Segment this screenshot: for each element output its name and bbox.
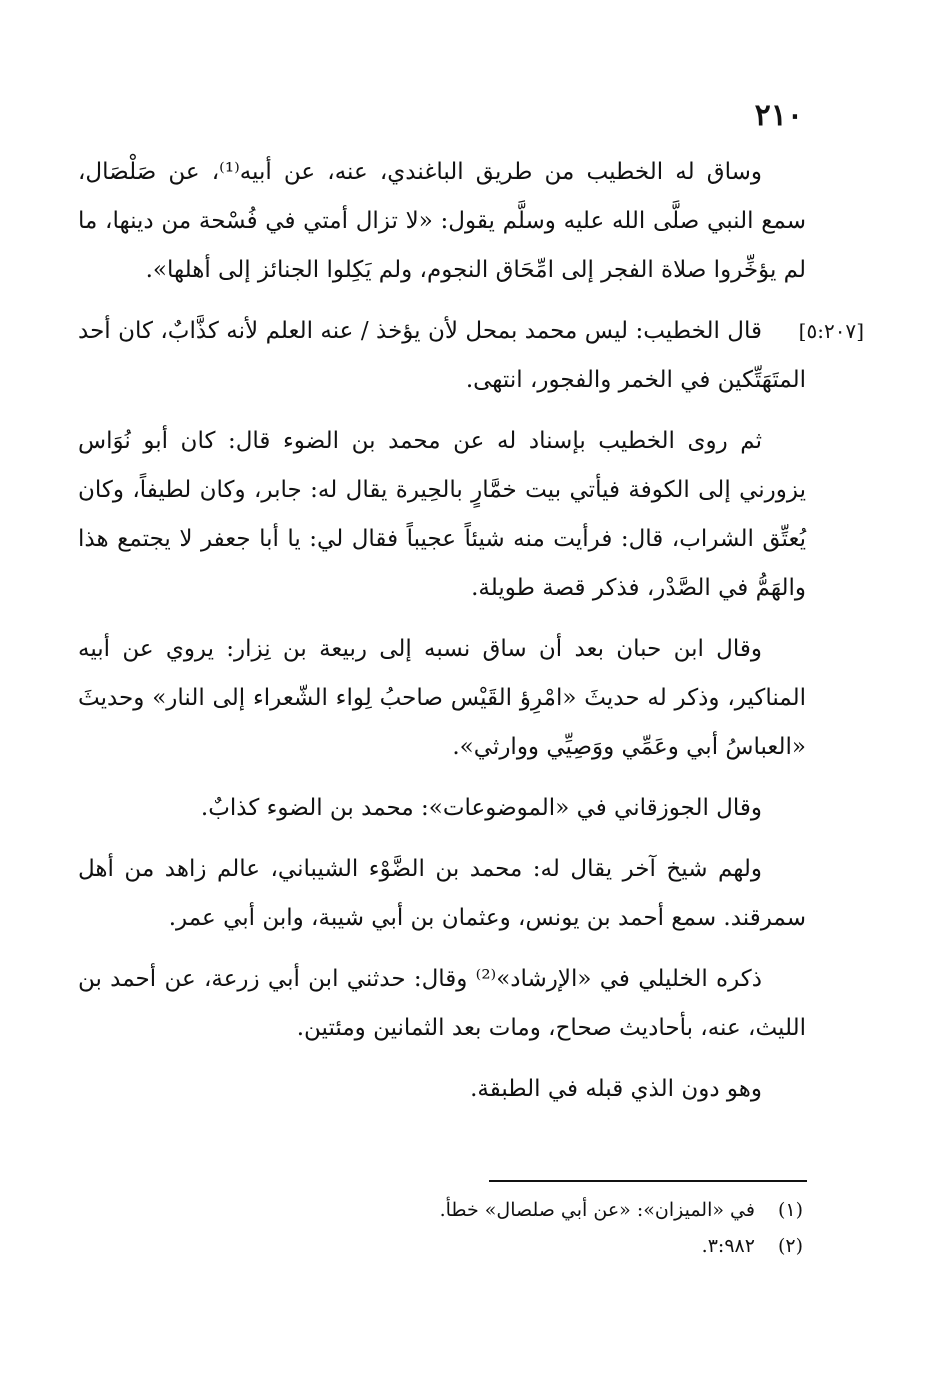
footnotes xyxy=(203,1192,803,1264)
paragraph-7: ذكره الخليلي في «الإرشاد»⁽²⁾ وقال: حدثني ابن أبي زرعة، عن أحمد بن الليث، عنه، بأحاديث صحاح، ومات بعد الثمانين ومئتين. xyxy=(78,966,806,1041)
footnote-text: ٣:٩٨٢. xyxy=(701,1235,755,1257)
paragraph-3: ثم روى الخطيب بإسناد له عن محمد بن الضوء قال: كان أبو نُوَاس يزورني إلى الكوفة فيأتي بيت خمَّارٍ بالحِيرة يقال له: جابر، وكان لطيفاً، وكان يُعتِّق الشراب، قال: فرأيت منه شيئاً عجيباً فقال لي: يا أبا جعفر لا يجتمع هذا والهَمُّ في الصَّدْر، فذكر قصة طويلة. xyxy=(78,428,806,601)
paragraph-1: وساق له الخطيب من طريق الباغندي، عنه، عن أبيه⁽¹⁾، عن صَلْصَال، سمع النبي صلَّى الله عليه وسلَّم يقول: «لا تزال أمتي في فُسْحة من دينها، ما لم يؤخِّروا صلاة الفجر إلى امِّحَاق النجوم، ولم يَكِلوا الجنائز إلى أهلها». xyxy=(78,159,806,283)
paragraph-8: وهو دون الذي قبله في الطبقة. xyxy=(470,1076,762,1102)
main-text xyxy=(78,148,864,1114)
footnote-number: (١) xyxy=(777,1199,803,1221)
footnote-2 xyxy=(203,1228,803,1264)
paragraph-4: وقال ابن حبان بعد أن ساق نسبه إلى ربيعة بن نِزار: يروي عن أبيه المناكير، وذكر له حديثَ «امْرِؤ القَيْس صاحبُ لِواء الشّعراء إلى النار» وحديثَ «العباسُ أبي وعَمِّي ووَصِيِّي ووارثي». xyxy=(78,636,806,760)
paragraph-2: قال الخطيب: ليس محمد بمحل لأن يؤخذ / عنه العلم لأنه كذَّابٌ، كان أحد المتَهَتِّكين في الخمر والفجور، انتهى. xyxy=(78,318,806,393)
footnote-divider xyxy=(489,1180,807,1182)
paragraph-2-block xyxy=(78,307,864,405)
footnote-text: في «الميزان»: «عن أبي صلصال» خطأ. xyxy=(439,1199,755,1221)
paragraph-6: ولهم شيخ آخر يقال له: محمد بن الضَّوْء الشيباني، عالم زاهد من أهل سمرقند. سمع أحمد بن يونس، وعثمان بن أبي شيبة، وابن أبي عمر. xyxy=(78,856,806,931)
page-number: ٢١٠ xyxy=(754,98,803,133)
footnote-number: (٢) xyxy=(777,1235,803,1257)
paragraph-5: وقال الجوزقاني في «الموضوعات»: محمد بن الضوء كذابٌ. xyxy=(200,795,762,821)
footnote-1 xyxy=(203,1192,803,1228)
edition-reference-marker: [٥:٢٠٧] xyxy=(798,319,864,343)
